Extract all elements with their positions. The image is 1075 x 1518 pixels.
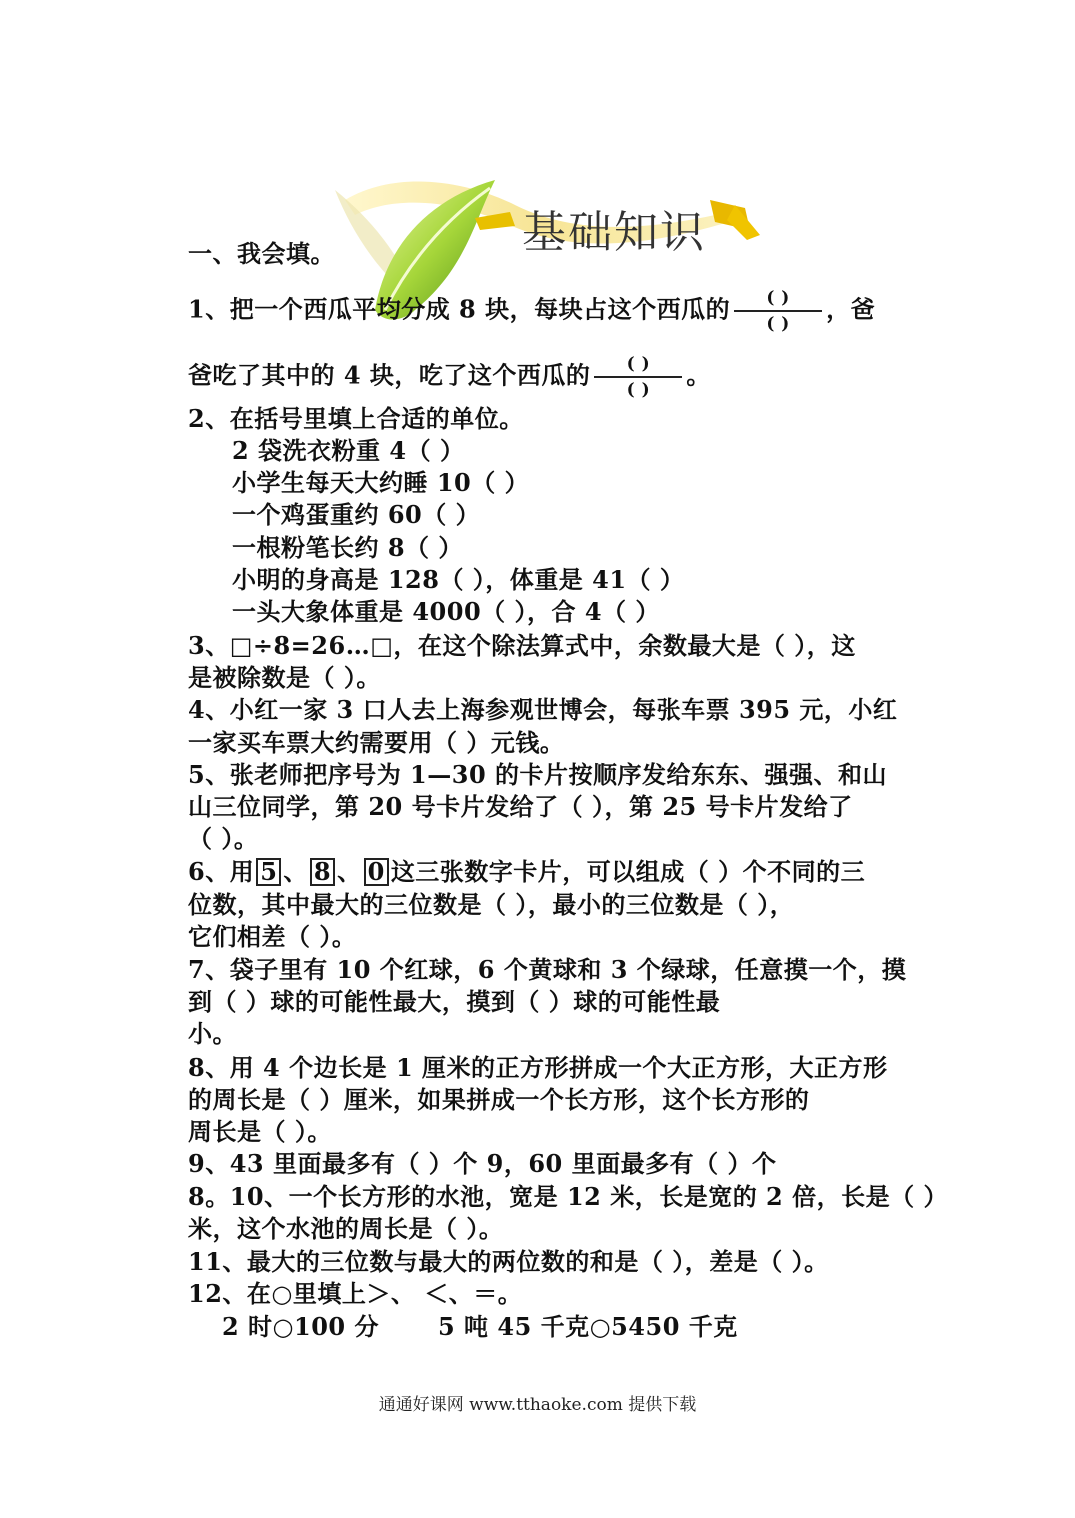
question-8-line[interactable]: 周长是（ ）。 bbox=[188, 1117, 332, 1146]
question-12-title: 12、在○里填上＞、 ＜、＝。 bbox=[188, 1279, 523, 1308]
q2-item[interactable]: 一头大象体重是 4000（ ），合 4（ ） bbox=[232, 597, 660, 626]
digit-card-5: 5 bbox=[256, 858, 281, 886]
question-8-line: 8、用 4 个边长是 1 厘米的正方形拼成一个大正方形，大正方形 bbox=[188, 1053, 888, 1082]
q2-item[interactable]: 小明的身高是 128（ ），体重是 41（ ） bbox=[232, 565, 685, 594]
fraction-blank-1[interactable]: $\frac{( )}{( )}$ bbox=[734, 288, 822, 334]
question-6-line[interactable]: 位数，其中最大的三位数是（ ），最小的三位数是（ ）， bbox=[188, 890, 795, 919]
banner-title: 基础知识 bbox=[522, 207, 706, 258]
question-7-line[interactable]: 到（ ）球的可能性最大，摸到（ ）球的可能性最 bbox=[188, 987, 721, 1016]
q12-item[interactable]: 2 时○100 分 bbox=[222, 1312, 379, 1341]
q2-item[interactable]: 小学生每天大约睡 10（ ） bbox=[232, 468, 530, 497]
question-6-line[interactable]: 它们相差（ ）。 bbox=[188, 922, 357, 951]
question-11-line[interactable]: 11、最大的三位数与最大的两位数的和是（ ），差是（ ）。 bbox=[188, 1247, 829, 1276]
question-5-line[interactable]: （ ）。 bbox=[188, 824, 259, 853]
question-4-line[interactable]: 一家买车票大约需要用（ ）元钱。 bbox=[188, 728, 565, 757]
question-5-line[interactable]: 山三位同学，第 20 号卡片发给了（ ），第 25 号卡片发给了 bbox=[188, 792, 853, 821]
question-3-line[interactable]: 3、□÷8=26…□，在这个除法算式中，余数最大是（ ），这 bbox=[188, 631, 856, 660]
question-2-title: 2、在括号里填上合适的单位。 bbox=[188, 404, 524, 433]
question-6-line-1: 6、用 5 、 8 、 0 这三张数字卡片，可以组成（ ）个不同的三 bbox=[188, 857, 866, 886]
fraction-blank-2[interactable]: $\frac{( )}{( )}$ bbox=[594, 354, 682, 400]
question-10-line[interactable]: 米，这个水池的周长是（ ）。 bbox=[188, 1214, 504, 1243]
digit-card-0: 0 bbox=[364, 858, 389, 886]
question-4-line: 4、小红一家 3 口人去上海参观世博会，每张车票 395 元，小红 bbox=[188, 695, 898, 724]
question-1-line-2: 爸吃了其中的 4 块，吃了这个西瓜的 $\frac{( )}{( )}$ 。 bbox=[188, 354, 711, 400]
question-7-line: 7、袋子里有 10 个红球，6 个黄球和 3 个绿球，任意摸一个，摸 bbox=[188, 955, 907, 984]
section-title: 一、我会填。 bbox=[188, 239, 335, 268]
q1-text-2: 爸吃了其中的 4 块，吃了这个西瓜的 bbox=[188, 360, 591, 390]
question-9-line[interactable]: 9、43 里面最多有（ ）个 9，60 里面最多有（ ）个 bbox=[188, 1149, 777, 1178]
question-3-line[interactable]: 是被除数是（ ）。 bbox=[188, 663, 381, 692]
q12-item[interactable]: 5 吨 45 千克○5450 千克 bbox=[438, 1312, 738, 1341]
footer-source: 通通好课网 www.tthaoke.com 提供下载 bbox=[378, 1395, 697, 1415]
question-10-line[interactable]: 8。10、一个长方形的水池，宽是 12 米，长是宽的 2 倍，长是（ ） bbox=[188, 1182, 948, 1211]
q2-item[interactable]: 2 袋洗衣粉重 4（ ） bbox=[232, 436, 465, 465]
q2-item[interactable]: 一根粉笔长约 8（ ） bbox=[232, 533, 463, 562]
question-7-line: 小。 bbox=[188, 1019, 237, 1048]
question-5-line: 5、张老师把序号为 1—30 的卡片按顺序发给东东、强强、和山 bbox=[188, 760, 888, 789]
question-1-line-1: 1、把一个西瓜平均分成 8 块，每块占这个西瓜的 $\frac{( )}{( )}$ ，爸 bbox=[188, 288, 876, 334]
q2-item[interactable]: 一个鸡蛋重约 60（ ） bbox=[232, 500, 481, 529]
question-8-line[interactable]: 的周长是（ ）厘米，如果拼成一个长方形，这个长方形的 bbox=[188, 1085, 810, 1114]
q1-text: 1、把一个西瓜平均分成 8 块，每块占这个西瓜的 bbox=[188, 294, 731, 324]
digit-card-8: 8 bbox=[310, 858, 335, 886]
